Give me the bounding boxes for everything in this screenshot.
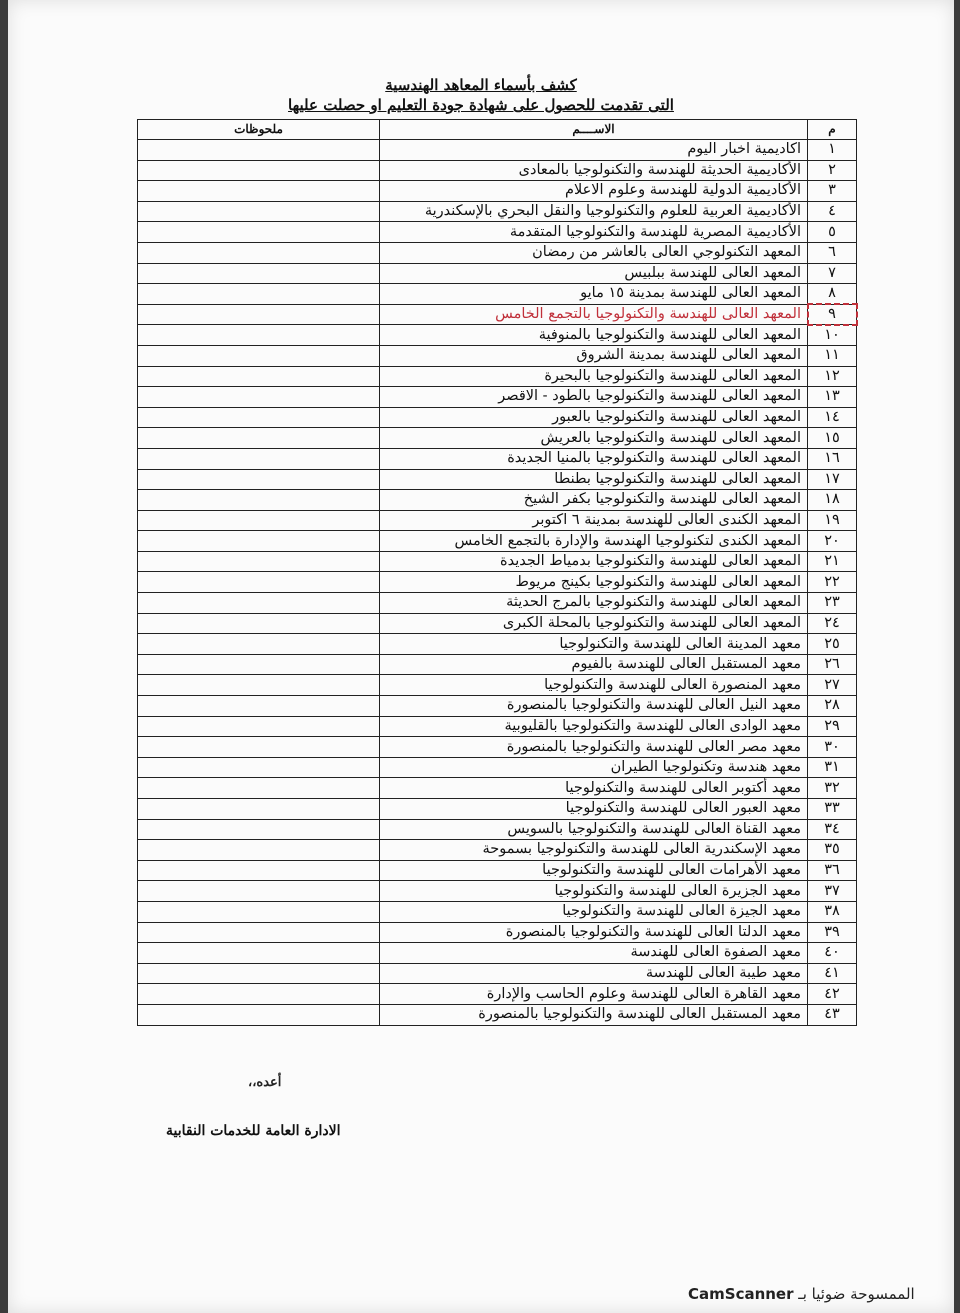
table-row xyxy=(138,428,857,449)
institute-name: معهد المنصورة العالى للهندسة والتكنولوجيا xyxy=(380,675,808,696)
table-row xyxy=(138,737,857,758)
row-notes xyxy=(138,778,380,799)
row-number: ٣٠ xyxy=(808,737,857,758)
watermark-app: CamScanner xyxy=(688,1285,794,1303)
institute-name: المعهد العالى للهندسة بمدينة الشروق xyxy=(380,345,808,366)
row-number: ١١ xyxy=(808,345,857,366)
table-row xyxy=(138,675,857,696)
table-row xyxy=(138,593,857,614)
table-row xyxy=(138,984,857,1005)
table-row xyxy=(138,696,857,717)
table-row xyxy=(138,531,857,552)
institute-name: معهد هندسة وتكنولوجيا الطيران xyxy=(380,757,808,778)
row-notes xyxy=(138,140,380,161)
row-number: ٣٨ xyxy=(808,901,857,922)
row-notes xyxy=(138,469,380,490)
table-row xyxy=(138,242,857,263)
row-notes xyxy=(138,572,380,593)
institute-name: معهد الصفوة العالى للهندسة xyxy=(380,943,808,964)
table-row xyxy=(138,1004,857,1025)
institute-name: معهد مصر العالى للهندسة والتكنولوجيا بالمنصورة xyxy=(380,737,808,758)
row-notes xyxy=(138,387,380,408)
institute-name: معهد المستقبل العالى للهندسة بالفيوم xyxy=(380,654,808,675)
row-number: ١٤ xyxy=(808,407,857,428)
row-number: ٢ xyxy=(808,160,857,181)
row-notes xyxy=(138,675,380,696)
document-title: كشف بأسماء المعاهد الهندسية xyxy=(385,76,577,94)
row-notes xyxy=(138,1004,380,1025)
row-notes xyxy=(138,757,380,778)
row-notes xyxy=(138,304,380,325)
table-row xyxy=(138,840,857,861)
table-row xyxy=(138,222,857,243)
table-row xyxy=(138,572,857,593)
row-number: ١٢ xyxy=(808,366,857,387)
table-row xyxy=(138,922,857,943)
row-number: ٢٦ xyxy=(808,654,857,675)
row-notes xyxy=(138,181,380,202)
table-row xyxy=(138,490,857,511)
institute-name: المعهد العالى للهندسة والتكنولوجيا بالعبور xyxy=(380,407,808,428)
row-number: ١٣ xyxy=(808,387,857,408)
table-row xyxy=(138,819,857,840)
row-number: ٢٢ xyxy=(808,572,857,593)
institute-name: معهد المستقبل العالى للهندسة والتكنولوجيا بالمنصورة xyxy=(380,1004,808,1025)
row-number: ٣١ xyxy=(808,757,857,778)
table-row xyxy=(138,943,857,964)
row-number: ٤١ xyxy=(808,963,857,984)
table-row xyxy=(138,160,857,181)
row-notes xyxy=(138,345,380,366)
table-row xyxy=(138,366,857,387)
institute-name: معهد الوادى العالى للهندسة والتكنولوجيا بالقليوبية xyxy=(380,716,808,737)
row-number: ٢٣ xyxy=(808,593,857,614)
table-row xyxy=(138,510,857,531)
row-notes xyxy=(138,407,380,428)
row-number: ١٥ xyxy=(808,428,857,449)
row-notes xyxy=(138,222,380,243)
row-notes xyxy=(138,201,380,222)
institute-name: معهد النيل العالى للهندسة والتكنولوجيا بالمنصورة xyxy=(380,696,808,717)
institute-name: معهد القاهرة العالى للهندسة وعلوم الحاسب والإدارة xyxy=(380,984,808,1005)
row-number: ٣٤ xyxy=(808,819,857,840)
row-notes xyxy=(138,696,380,717)
institute-name: المعهد العالى للهندسة والتكنولوجيا بالتجمع الخامس xyxy=(380,304,808,325)
table-header-row xyxy=(138,120,857,140)
table-row xyxy=(138,140,857,161)
camscanner-watermark xyxy=(688,1285,948,1303)
table-row xyxy=(138,654,857,675)
row-number: ٣٢ xyxy=(808,778,857,799)
table-row xyxy=(138,799,857,820)
table-row xyxy=(138,407,857,428)
institute-name: المعهد العالى للهندسة والتكنولوجيا بكفر الشيخ xyxy=(380,490,808,511)
table-row xyxy=(138,201,857,222)
table-row xyxy=(138,263,857,284)
institute-name: معهد الإسكندرية العالى للهندسة والتكنولوجيا بسموحة xyxy=(380,840,808,861)
row-notes xyxy=(138,716,380,737)
row-number: ٣٩ xyxy=(808,922,857,943)
institute-name: الأكاديمية الحديثة للهندسة والتكنولوجيا بالمعادى xyxy=(380,160,808,181)
institute-name: المعهد العالى للهندسة والتكنولوجيا بالمنيا الجديدة xyxy=(380,448,808,469)
row-notes xyxy=(138,901,380,922)
row-notes xyxy=(138,531,380,552)
row-notes xyxy=(138,737,380,758)
row-notes xyxy=(138,984,380,1005)
row-notes xyxy=(138,428,380,449)
institute-name: معهد الدلتا العالى للهندسة والتكنولوجيا بالمنصورة xyxy=(380,922,808,943)
table-row xyxy=(138,901,857,922)
row-notes xyxy=(138,840,380,861)
row-number: ٢٧ xyxy=(808,675,857,696)
row-notes xyxy=(138,242,380,263)
institute-name: معهد المدينة العالى للهندسة والتكنولوجيا xyxy=(380,634,808,655)
institute-name: اكاديمية اخبار اليوم xyxy=(380,140,808,161)
row-notes xyxy=(138,799,380,820)
row-number: ٣٣ xyxy=(808,799,857,820)
row-notes xyxy=(138,819,380,840)
scanned-page xyxy=(8,0,954,1313)
row-number: ١ xyxy=(808,140,857,161)
table-row xyxy=(138,551,857,572)
row-notes xyxy=(138,325,380,346)
table-row xyxy=(138,304,857,325)
row-notes xyxy=(138,490,380,511)
table-row xyxy=(138,963,857,984)
institute-name: معهد القناة العالى للهندسة والتكنولوجيا بالسويس xyxy=(380,819,808,840)
department-name: الادارة العامة للخدمات النقابية xyxy=(166,1123,341,1139)
table-row xyxy=(138,634,857,655)
table-row xyxy=(138,881,857,902)
table-row xyxy=(138,469,857,490)
watermark-prefix: الممسوحة ضوئيا بـ xyxy=(798,1285,915,1303)
institute-name: المعهد العالى للهندسة والتكنولوجيا بالبحيرة xyxy=(380,366,808,387)
row-number: ١٠ xyxy=(808,325,857,346)
institute-name: المعهد العالى للهندسة والتكنولوجيا بطنطا xyxy=(380,469,808,490)
row-notes xyxy=(138,881,380,902)
table-row xyxy=(138,345,857,366)
institute-name: المعهد العالى للهندسة والتكنولوجيا بالمنوفية xyxy=(380,325,808,346)
row-notes xyxy=(138,963,380,984)
document-subtitle: التى تقدمت للحصول على شهادة جودة التعليم او حصلت عليها xyxy=(288,96,674,114)
row-number: ٤٣ xyxy=(808,1004,857,1025)
row-number: ١٧ xyxy=(808,469,857,490)
row-notes xyxy=(138,551,380,572)
row-number: ٧ xyxy=(808,263,857,284)
row-notes xyxy=(138,860,380,881)
institute-name: المعهد العالى للهندسة والتكنولوجيا بالعريش xyxy=(380,428,808,449)
row-notes xyxy=(138,922,380,943)
table-row xyxy=(138,448,857,469)
table-row xyxy=(138,757,857,778)
institute-name: المعهد العالى للهندسة والتكنولوجيا بالمحلة الكبرى xyxy=(380,613,808,634)
institute-name: معهد الأهرامات العالى للهندسة والتكنولوجيا xyxy=(380,860,808,881)
row-notes xyxy=(138,448,380,469)
row-notes xyxy=(138,263,380,284)
row-notes xyxy=(138,366,380,387)
table-row xyxy=(138,860,857,881)
row-notes xyxy=(138,593,380,614)
institutes-table xyxy=(137,119,857,1026)
row-number: ٣٦ xyxy=(808,860,857,881)
row-number: ٥ xyxy=(808,222,857,243)
institute-name: المعهد الكندى لتكنولوجيا الهندسة والإدارة بالتجمع الخامس xyxy=(380,531,808,552)
institute-name: الأكاديمية العربية للعلوم والتكنولوجيا والنقل البحري بالإسكندرية xyxy=(380,201,808,222)
institute-name: معهد الجزيرة العالى للهندسة والتكنولوجيا xyxy=(380,881,808,902)
row-notes xyxy=(138,510,380,531)
institute-name: الأكاديمية المصرية للهندسة والتكنولوجيا المتقدمة xyxy=(380,222,808,243)
table-row xyxy=(138,716,857,737)
row-number: ١٩ xyxy=(808,510,857,531)
row-number: ٢٤ xyxy=(808,613,857,634)
row-number: ٦ xyxy=(808,242,857,263)
row-notes xyxy=(138,634,380,655)
institute-name: المعهد العالى للهندسة والتكنولوجيا بكينج مريوط xyxy=(380,572,808,593)
row-number: ١٨ xyxy=(808,490,857,511)
institute-name: المعهد التكنولوجي العالى بالعاشر من رمضان xyxy=(380,242,808,263)
table-row xyxy=(138,284,857,305)
row-number: ٢٥ xyxy=(808,634,857,655)
table-body xyxy=(138,140,857,1026)
row-notes xyxy=(138,160,380,181)
institute-name: المعهد العالى للهندسة والتكنولوجيا بالطود - الاقصر xyxy=(380,387,808,408)
row-number: ٢٠ xyxy=(808,531,857,552)
row-number: ٢١ xyxy=(808,551,857,572)
table-row xyxy=(138,387,857,408)
row-notes xyxy=(138,943,380,964)
institute-name: معهد الجيزة العالى للهندسة والتكنولوجيا xyxy=(380,901,808,922)
institute-name: معهد طيبة العالى للهندسة xyxy=(380,963,808,984)
row-number: ٣ xyxy=(808,181,857,202)
institute-name: المعهد الكندى العالى للهندسة بمدينة ٦ اكتوبر xyxy=(380,510,808,531)
institute-name: الأكاديمية الدولية للهندسة وعلوم الاعلام xyxy=(380,181,808,202)
table-row xyxy=(138,181,857,202)
row-number: ٤ xyxy=(808,201,857,222)
row-number: ٤٠ xyxy=(808,943,857,964)
row-number: ١٦ xyxy=(808,448,857,469)
table-row xyxy=(138,325,857,346)
row-number: ٢٨ xyxy=(808,696,857,717)
row-notes xyxy=(138,613,380,634)
institute-name: معهد أكتوبر العالى للهندسة والتكنولوجيا xyxy=(380,778,808,799)
institute-name: المعهد العالى للهندسة ببلبيس xyxy=(380,263,808,284)
row-notes xyxy=(138,284,380,305)
table-row xyxy=(138,778,857,799)
header-notes: ملحوظات xyxy=(138,120,380,140)
row-number: ٤٢ xyxy=(808,984,857,1005)
institute-name: معهد العبور العالى للهندسة والتكنولوجيا xyxy=(380,799,808,820)
institute-name: المعهد العالى للهندسة والتكنولوجيا بالمرج الحديثة xyxy=(380,593,808,614)
table-row xyxy=(138,613,857,634)
row-number: ٩ xyxy=(808,304,857,325)
prepared-by: أعده،، xyxy=(248,1075,282,1090)
row-notes xyxy=(138,654,380,675)
row-number: ٨ xyxy=(808,284,857,305)
institute-name: المعهد العالى للهندسة والتكنولوجيا بدمياط الجديدة xyxy=(380,551,808,572)
row-number: ٢٩ xyxy=(808,716,857,737)
header-num: م xyxy=(808,120,857,140)
row-number: ٣٥ xyxy=(808,840,857,861)
institute-name: المعهد العالى للهندسة بمدينة ١٥ مايو xyxy=(380,284,808,305)
row-number: ٣٧ xyxy=(808,881,857,902)
header-name: الاســــم xyxy=(380,120,808,140)
